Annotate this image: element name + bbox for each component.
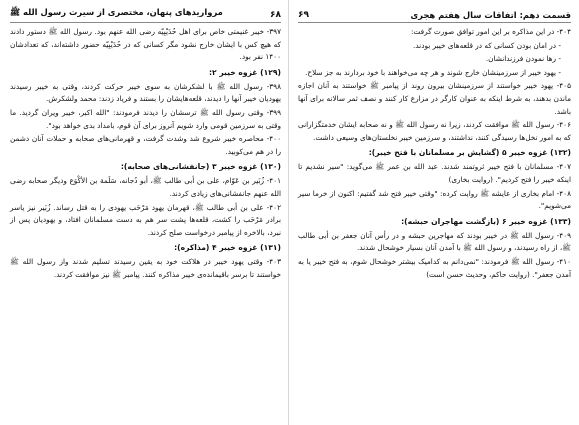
section-heading: (۱۳۲) غزوه خیبر ۵ (گشایش بر مسلمانان با فتح خیبر):: [368, 148, 571, 158]
paragraph: - رها نمودن فرزندانشان.: [485, 54, 561, 64]
page-gutter: [288, 0, 289, 425]
paragraph: ۴۰۹- رسول الله ﷺ در خیبر بودند که مهاجرین حبشه و در رأس آنان جعفر بن أبی طالب ﷺ، از راه رسیدند، و رسول الله ﷺ با آمدن آنان بسیار خوشحال شدند.: [298, 230, 571, 253]
section-heading: (۱۳۳) غزوه خیبر ۶ (بازگشت مهاجران حبشه):: [401, 216, 571, 226]
page-number: ۶۸: [270, 10, 281, 20]
running-header: [298, 4, 571, 23]
page-body: [298, 26, 571, 281]
paragraph: - یهود خیبر از سرزمینشان خارج شوند و هر چه می‌خواهند با خود بردارند به جز سلاح.: [305, 67, 561, 77]
paragraph: ۴۰۷- مسلمانان با فتح خیبر ثروتمند شدند. عبد الله بن عمر ﷺ می‌گوید: "سیر نشدیم تا اینکه خیبر را فتح کردیم". (روایت بخاری): [298, 162, 571, 184]
paragraph: ۴۰۶- رسول الله ﷺ موافقت کردند، زیرا نه رسول الله ﷺ و نه صحابه ایشان خدمتگزارانی که به امور نخل‌ها رسیدگی کنند، نداشتند، و سرزمین خیبر نخلستان‌های وسیعی داشت.: [298, 120, 571, 142]
paragraph: ۳۹۸- رسول الله ﷺ با لشکرشان به سوی خیبر حرکت کردند، وقتی به خیبر رسیدند یهودیان خیبر آنها را دیدند، قلعه‌هایشان را بستند و فریاد زدند: محمد ولشکرش.: [10, 81, 281, 104]
paragraph: - در امان بودن کسانی که در قلعه‌های خیبر بودند.: [413, 40, 561, 50]
right-page: [292, 0, 579, 425]
page-number: ۶۹: [298, 10, 309, 20]
section-heading: (۱۳۰) غزوه خیبر ۳ (جانفشانی‌های صحابه):: [120, 162, 281, 172]
paragraph: ۴۰۲- علی بن أبی طالب ﷺ، قهرمان یهود مَرْحَب یهودی را به قتل رساند. زُبَیر نیز یاسر برادر مَرْحَب را کشت، قلعه‌ها پشت سر هم به دست مسلمانان افتاد، و یهودیان پس از نبرد، بالاخره از پیامبر درخواست صلح کردند.: [10, 202, 281, 237]
paragraph: ۳۹۹- وقتی رسول الله ﷺ ترسشان را دیدند فرمودند: "الله اکبر، خیبر ویران گردید. ما وقتی به سرزمین قومی وارد شویم آنروز برای آن قوم، بامداد بدی خواهد بود".: [10, 107, 281, 130]
paragraph: ۴۰۴- در این مذاکره بر این امور توافق صورت گرفت:: [410, 27, 571, 36]
left-page: [0, 0, 287, 425]
section-heading: (۱۲۹) غزوه خیبر ۲:: [209, 67, 281, 77]
running-header: [10, 4, 281, 23]
section-heading: (۱۳۱) غزوه خیبر ۴ (مذاکره):: [174, 243, 281, 253]
paragraph: ۴۰۵- یهود خیبر خواستند از سرزمینشان بیرون روند از پیامبر ﷺ خواستند به آنان اجازه ماندن بدهند، به شرط اینکه به عنوان کارگر در مزارع کار کنند و نصف ثمر سالانه برای آنها باشد.: [298, 81, 571, 116]
paragraph: ۴۱۰- رسول الله ﷺ فرمودند: "نمی‌دانم به کدامیک بیشتر خوشحال شوم، به فتح خیبر یا به آمدن جعفر". (روایت حاکم، وحدیث حسن است): [298, 256, 571, 279]
header-title: مرواریدهای پنهان، مختصری از سیرت رسول الله ﷺ: [10, 7, 223, 17]
paragraph: ۴۰۰- محاصره خیبر شروع شد وشدت گرفت، و قهرمانی‌های صحابه و حملات آنان دشمن را در هم می‌کوبید.: [10, 134, 281, 156]
paragraph: ۴۰۱- زُبَیر بن عَوّام، علی بن أبی طالب ﷺ، أبو دُجانه، سَلَمة بن الأکْوَع ودیگر صحابه رضی الله عنهم جانفشانی‌های زیادی کردند.: [10, 176, 281, 198]
paragraph: ۴۰۳- وقتی یهود خیبر در هلاکت خود به یقین رسیدند تسلیم شدند واز رسول الله ﷺ خواستند تا برسر باقیمانده‌ی خیبر مذاکره کنند. پیامبر ﷺ نیز موافقت کردند.: [10, 257, 281, 279]
page-body: [10, 26, 281, 282]
header-title: قسمت دهم: اتفاقات سال هفتم هجری: [410, 10, 571, 20]
paragraph: ۳۹۷- خیبر غنیمتی خاص برای اهل حُدَیْبِیّه رضی الله عنهم بود. رسول الله ﷺ دستور دادند که هیچ کس با ایشان خارج نشود مگر کسانی که در حُدَیْبِیّه حضور داشته‌اند، که تعدادشان ۱۴۰۰ نفر بود.: [10, 27, 281, 62]
paragraph: ۴۰۸- امام بخاری از عایشه ﷺ روایت کرده: "وقتی خیبر فتح شد گفتیم: اکنون از خرما سیر می‌شویم".: [298, 188, 571, 211]
